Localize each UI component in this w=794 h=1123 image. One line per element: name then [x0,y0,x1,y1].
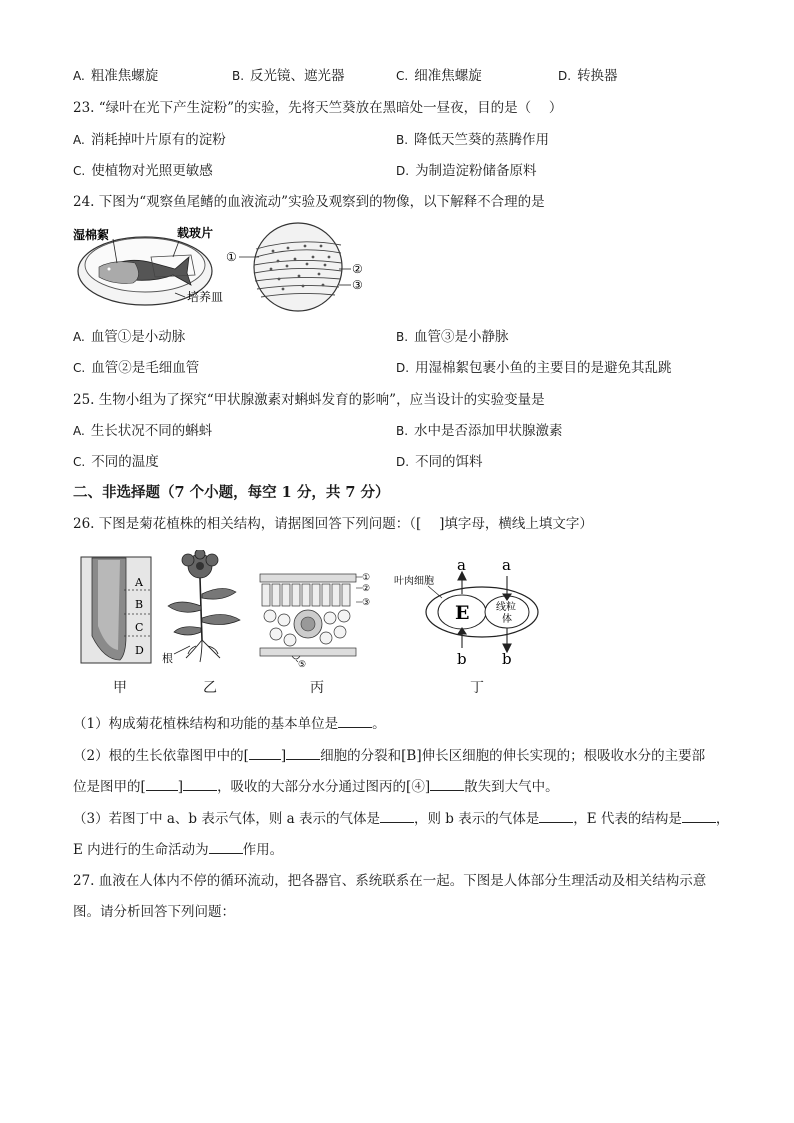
answer-blank[interactable] [146,776,178,791]
q26-part3-line2: E 内进行的生命活动为 作用。 [73,839,283,860]
q24-option-b: B. 血管③是小静脉 [396,329,509,345]
answer-blank[interactable] [682,808,716,823]
q23-option-d: D. 为制造淀粉储备原料 [396,163,537,179]
q23-option-c: C. 使植物对光照更敏感 [73,163,213,179]
answer-blank[interactable] [539,808,573,823]
cell-label-mito-2: 体 [502,614,512,625]
figure-label-jia: 甲 [113,680,127,696]
q25-option-d: D. 不同的饵料 [396,454,483,470]
q24-stem: 24. 下图为“观察鱼尾鳍的血液流动”实验及观察到的物像，以下解释不合理的是 [73,194,545,210]
fish-tail-experiment-figure [73,219,373,319]
leaf-label-1: ① [362,573,371,583]
answer-blank[interactable] [380,808,414,823]
q25-option-c: C. 不同的温度 [73,454,159,470]
q23-stem: 23. “绿叶在光下产生淀粉”的实验，先将天竺葵放在黑暗处一昼夜，目的是（ ） [73,100,563,116]
cell-label-mito-1: 线粒 [496,602,516,613]
label-vessel-2: ② [352,262,363,276]
label-petri-dish: 培养皿 [187,290,224,304]
cell-label-b-right: b [502,650,512,668]
q23-option-a: A. 消耗掉叶片原有的淀粉 [73,132,226,148]
leaf-label-5: ⑤ [298,660,307,668]
section-title: 二、非选择题（7 个小题，每空 1 分，共 7 分） [73,484,390,501]
q25-options-row1 [73,421,723,441]
q26-part2-line2: 位是图甲的[ ] ，吸收的大部分水分通过图丙的[④] 散失到大气中。 [73,776,559,797]
q23-options-row2 [73,161,723,181]
root-label-c: C [135,621,144,634]
cell-label-e: E [455,602,470,624]
answer-blank[interactable] [249,745,281,760]
q22-option-d: D. 转换器 [558,68,618,84]
q26-stem: 26. 下图是菊花植株的相关结构，请据图回答下列问题：（[ ]填字母，横线上填文字） [73,516,593,532]
q27-stem-line1: 27. 血液在人体内不停的循环流动，把各器官、系统联系在一起。下图是人体部分生理活动及相关结构示意 [73,873,707,889]
figure-ding-cell [394,556,544,668]
figure-label-yi: 乙 [203,680,217,696]
q24-option-c: C. 血管②是毛细血管 [73,360,200,376]
q25-option-a: A. 生长状况不同的蝌蚪 [73,423,213,439]
q22-option-a: A. 粗准焦螺旋 [73,68,159,84]
label-wet-cotton: 湿棉絮 [73,228,110,242]
q25-option-b: B. 水中是否添加甲状腺激素 [396,423,563,439]
q23-option-b: B. 降低天竺葵的蒸腾作用 [396,132,550,148]
q24-options-row2 [73,358,723,378]
root-label-b: B [135,598,144,611]
label-vessel-3: ③ [352,278,363,292]
q24-options-row1 [73,327,723,347]
leaf-label-3: ③ [362,598,371,608]
answer-blank[interactable] [286,745,320,760]
root-label-d: D [135,644,144,657]
q25-stem: 25. 生物小组为了探究“甲状腺激素对蝌蚪发育的影响”，应当设计的实验变量是 [73,392,545,408]
figure-yi-plant [160,550,254,668]
q26-part1: （1）构成菊花植株结构和功能的基本单位是 。 [73,713,386,734]
figure-jia-root-tip [80,556,156,668]
q25-options-row2 [73,452,723,472]
answer-blank[interactable] [183,776,217,791]
answer-blank[interactable] [338,713,372,728]
q26-part3-line1: （3）若图丁中 a、b 表示气体，则 a 表示的气体是 ，则 b 表示的气体是 ，E 代表的结构是 ， [73,808,729,829]
q24-option-d: D. 用湿棉絮包裹小鱼的主要目的是避免其乱跳 [396,360,672,376]
figure-label-ding: 丁 [470,680,484,696]
figure-bing-leaf-section [256,568,372,668]
label-vessel-1: ① [226,250,237,264]
q27-stem-line2: 图。请分析回答下列问题： [73,904,235,920]
cell-label-mesophyll: 叶肉细胞 [394,576,434,587]
label-slide: 载玻片 [177,226,214,240]
q24-option-a: A. 血管①是小动脉 [73,329,186,345]
root-label-a: A [135,576,143,589]
q22-option-c: C. 细准焦螺旋 [396,68,482,84]
cell-label-a-right: a [502,556,511,574]
answer-blank[interactable] [430,776,464,791]
figure-label-bing: 丙 [310,680,324,696]
leaf-label-2: ② [362,584,371,594]
cell-label-b-left: b [457,650,467,668]
q22-options [73,66,723,86]
q23-options-row1 [73,130,723,150]
q22-option-b: B. 反光镜、遮光器 [232,68,345,84]
answer-blank[interactable] [209,839,243,854]
q26-part2-line1: （2）根的生长依靠图甲中的[ ] 细胞的分裂和[B]伸长区细胞的伸长实现的；根吸收水分的主要部 [73,745,705,766]
cell-label-a-left: a [457,556,466,574]
plant-root-label: 根 [162,652,173,665]
